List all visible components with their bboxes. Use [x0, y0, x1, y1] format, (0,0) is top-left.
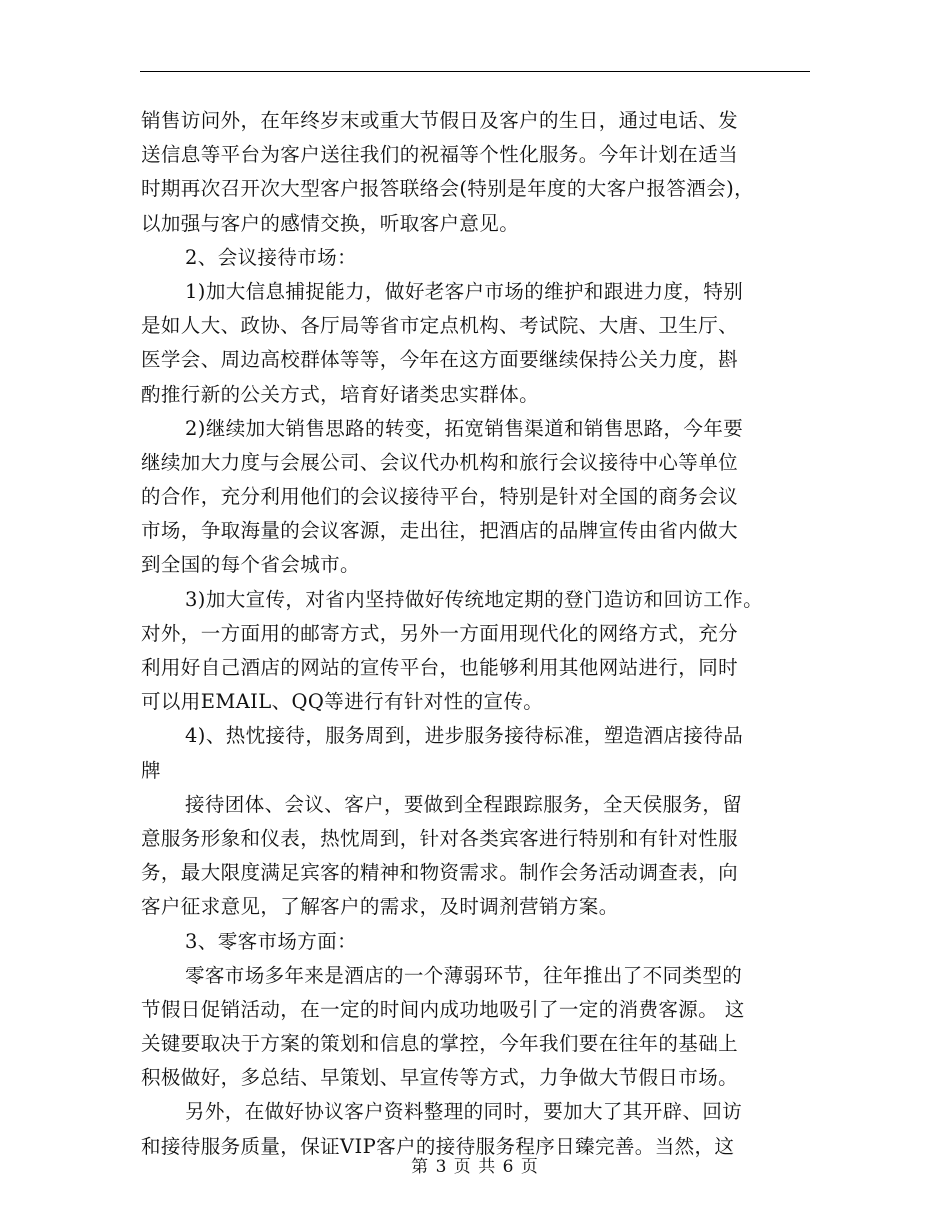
text-line: 接待团体、会议、客户，要做到全程跟踪服务，全天侯服务，留 — [185, 792, 743, 816]
text-line: 的合作，充分利用他们的会议接待平台，特别是针对全国的商务会议 — [141, 485, 739, 509]
text-line: 酌推行新的公关方式，培育好诸类忠实群体。 — [141, 382, 540, 406]
text-line: 3)加大宣传，对省内坚持做好传统地定期的登门造访和回访工作。 — [185, 587, 764, 611]
text-line: 利用好自己酒店的网站的宣传平台，也能够利用其他网站进行，同时 — [141, 656, 739, 679]
text-line: 到全国的每个省会城市。 — [141, 553, 360, 577]
text-line: 零客市场多年来是酒店的一个薄弱环节，往年推出了不同类型的 — [185, 963, 743, 987]
text-line: 关键要取决于方案的策划和信息的掌控，今年我们要在往年的基础上 — [141, 1032, 739, 1056]
text-line: 市场，争取海量的会议客源，走出往，把酒店的品牌宣传由省内做大 — [141, 519, 739, 543]
text-line: 牌 — [141, 758, 161, 782]
text-line: 可以用EMAIL、QQ等进行有针对性的宣传。 — [141, 690, 544, 714]
text-line: 时期再次召开次大型客户报答联络会(特别是年度的大客户报答酒会)， — [141, 177, 755, 201]
text-line: 1)加大信息捕捉能力，做好老客户市场的维护和跟进力度，特别 — [185, 279, 744, 303]
text-line: 继续加大力度与会展公司、会议代办机构和旅行会议接待中心等单位 — [141, 450, 739, 474]
text-line: 2)继续加大销售思路的转变，拓宽销售渠道和销售思路，今年要 — [185, 416, 744, 440]
document-body — [141, 104, 811, 1164]
text-line: 节假日促销活动，在一定的时间内成功地吸引了一定的消费客源。 这 — [141, 997, 745, 1021]
text-line: 和接待服务质量，保证VIP客户的接待服务程序日臻完善。当然，这 — [141, 1134, 735, 1158]
text-line: 另外，在做好协议客户资料整理的同时，要加大了其开辟、回访 — [185, 1100, 743, 1124]
header-rule — [140, 71, 810, 72]
text-line: 积极做好，多总结、早策划、早宣传等方式，力争做大节假日市场。 — [141, 1066, 739, 1090]
text-line: 客户征求意见，了解客户的需求，及时调剂营销方案。 — [141, 895, 619, 919]
text-line: 销售访问外，在年终岁末或重大节假日及客户的生日，通过电话、发 — [141, 109, 739, 132]
text-line: 是如人大、政协、各厅局等省市定点机构、考试院、大唐、卫生厅、 — [141, 314, 739, 338]
text-line: 意服务形象和仪表，热忱周到，针对各类宾客进行特别和有针对性服 — [141, 826, 739, 850]
text-line: 4)、热忱接待，服务周到，进步服务接待标准，塑造酒店接待品 — [185, 724, 744, 748]
text-line: 3、零客市场方面： — [185, 929, 358, 953]
text-line: 送信息等平台为客户送往我们的祝福等个性化服务。今年计划在适当 — [141, 143, 739, 167]
text-line: 医学会、周边高校群体等等，今年在这方面要继续保持公关力度，斟 — [141, 348, 739, 372]
text-line: 务，最大限度满足宾客的精神和物资需求。制作会务活动调查表，向 — [141, 861, 739, 885]
text-line: 对外，一方面用的邮寄方式，另外一方面用现代化的网络方式，充分 — [141, 621, 739, 645]
text-line: 以加强与客户的感情交换，听取客户意见。 — [141, 211, 520, 235]
text-line: 2、会议接待市场： — [185, 245, 358, 269]
page-footer: 第 3 页 共 6 页 — [411, 1157, 539, 1177]
